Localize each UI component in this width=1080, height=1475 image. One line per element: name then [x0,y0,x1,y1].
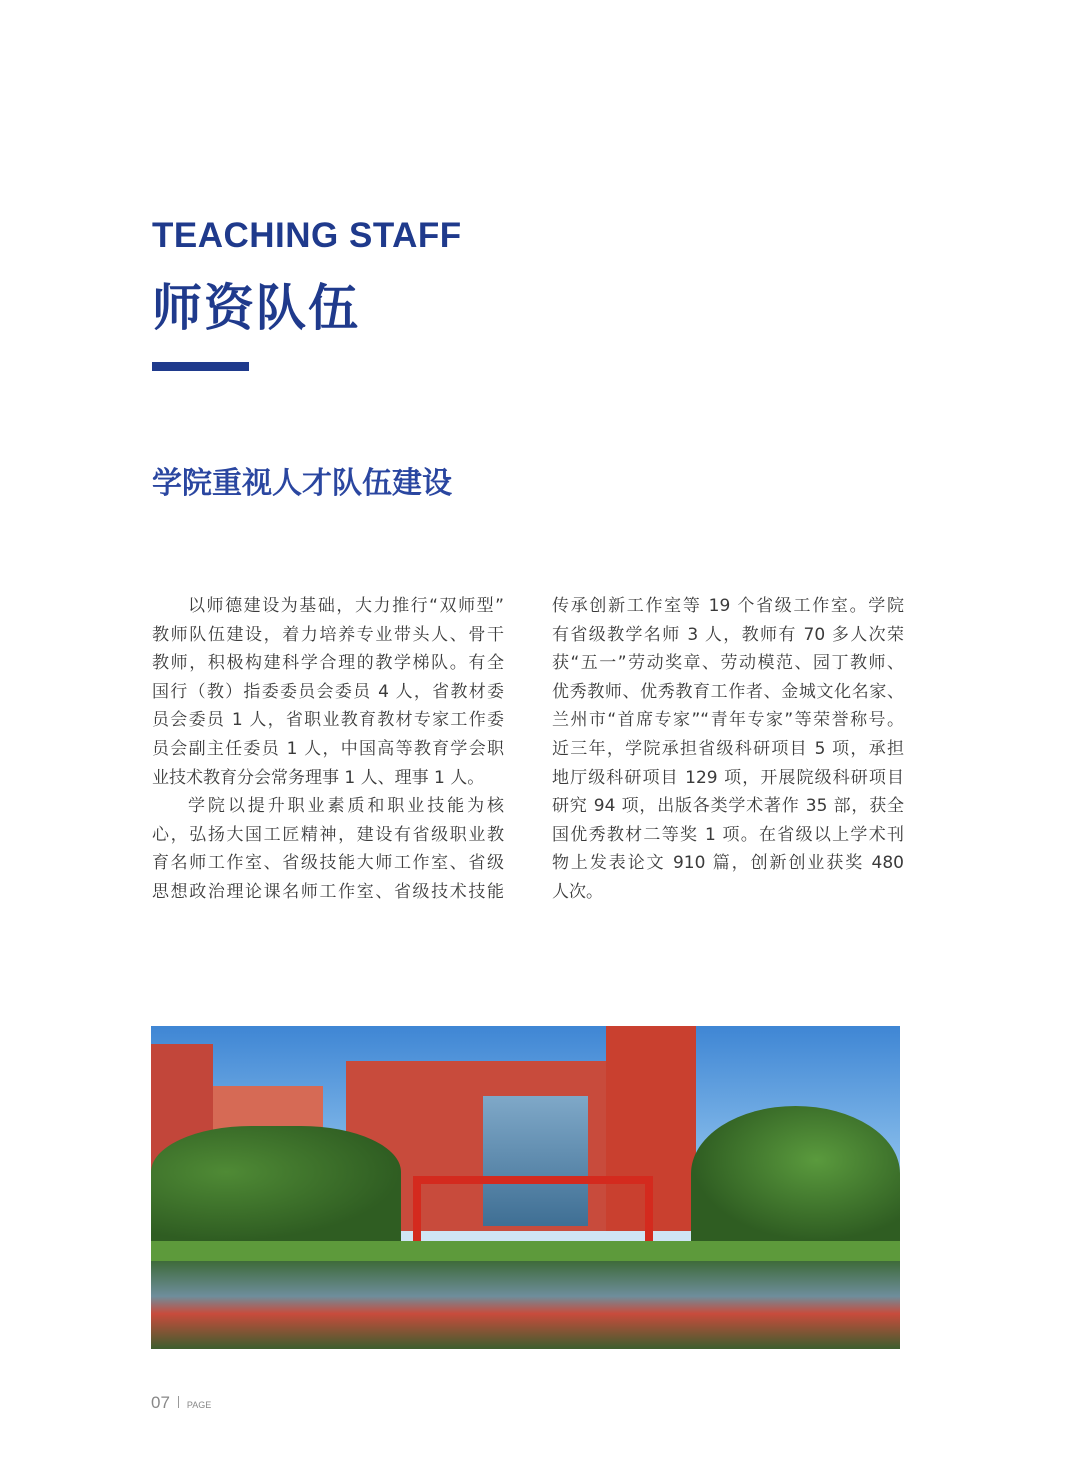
text-line: 物上发表论文 910 篇，创新创业获奖 480 [552,853,904,874]
text-line: 学院以提升职业素质和职业技能为核 [188,796,504,817]
text-line: 传承创新工作室等 19 个省级工作室。学院 [552,596,904,616]
chinese-title: 师资队伍 [152,279,360,337]
text-line: 有省级教学名师 3 人，教师有 70 多人次荣 [552,624,904,645]
text-line: 研究 94 项，出版各类学术著作 35 部，获全 [552,796,904,817]
text-line: 优秀教师、优秀教育工作者、金城文化名家、 [552,681,904,702]
text-line: 国行（教）指委委员会委员 4 人，省教材委 [152,681,504,702]
text-line: 兰州市“首席专家”“青年专家”等荣誉称号。 [552,710,904,731]
text-line: 获“五一”劳动奖章、劳动模范、园丁教师、 [552,653,904,674]
text-line: 心，弘扬大国工匠精神，建设有省级职业教 [152,824,504,845]
english-title: TEACHING STAFF [152,216,462,255]
trees-right [691,1106,900,1241]
text-line: 思想政治理论课名师工作室、省级技术技能 [152,881,504,902]
text-line: 教师，积极构建科学合理的教学梯队。有全 [152,653,504,674]
text-line: 国优秀教材二等奖 1 项。在省级以上学术刊 [552,824,904,845]
text-line: 地厅级科研项目 129 项，开展院级科研项目 [552,767,904,788]
lawn [151,1241,900,1261]
footer-divider [178,1396,179,1408]
trees-left [151,1126,401,1241]
title-divider-bar [152,362,249,371]
text-line: 教师队伍建设，着力培养专业带头人、骨干 [152,624,504,645]
text-line: 以师德建设为基础，大力推行“双师型” [188,596,504,616]
campus-photo [151,1026,900,1349]
text-line: 业技术教育分会常务理事 1 人、理事 1 人。 [152,767,485,788]
section-subtitle: 学院重视人才队伍建设 [152,466,452,501]
text-column-left [152,592,504,907]
text-line: 育名师工作室、省级技能大师工作室、省级 [152,853,504,874]
text-line: 员会委员 1 人，省职业教育教材专家工作委 [152,710,504,731]
water-reflection [151,1261,900,1349]
page-label: PAGE [186,1400,212,1410]
page-footer [151,1393,211,1413]
text-line: 员会副主任委员 1 人，中国高等教育学会职 [152,738,504,759]
text-line: 近三年，学院承担省级科研项目 5 项，承担 [552,738,904,759]
page-number: 07 [151,1393,170,1412]
text-line: 人次。 [552,881,603,902]
red-pavilion [413,1176,653,1251]
text-column-right [552,592,904,907]
